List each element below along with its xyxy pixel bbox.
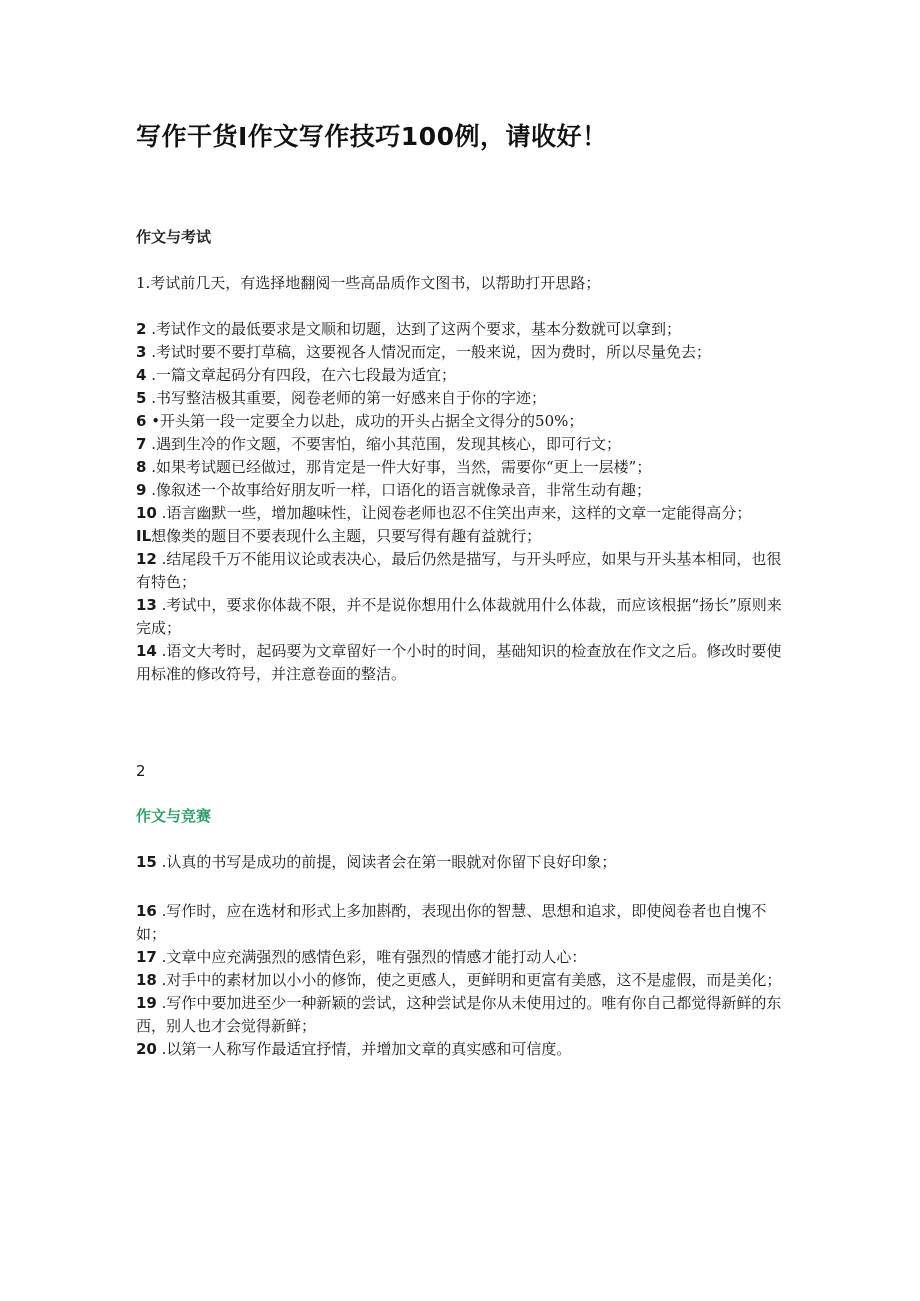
list-item: 19 .写作中要加进至少一种新颖的尝试，这种尝试是你从未使用过的。唯有你自己都觉得新鲜的东西，别人也才会觉得新鲜； <box>136 994 782 1035</box>
list-item: 2 .考试作文的最低要求是文顺和切题，达到了这两个要求，基本分数就可以拿到； <box>136 320 681 338</box>
list-item: 10 .语言幽默一些，增加趣味性，让阅卷老师也忍不住笑出声来，这样的文章一定能得高分； <box>136 504 752 522</box>
page-title: 写作干货I作文写作技巧100例，请收好！ <box>136 122 608 151</box>
section-heading-exam: 作文与考试 <box>136 228 212 246</box>
tip-item-15: 15 .认真的书写是成功的前提，阅读者会在第一眼就对你留下良好印象； <box>136 853 617 871</box>
list-item: IL想像类的题目不要表现什么主题，只要写得有趣有益就行； <box>136 527 542 545</box>
list-item: 8 .如果考试题已经做过，那肯定是一件大好事，当然，需要你“更上一层楼”； <box>136 458 652 476</box>
section-heading-contest: 作文与竞赛 <box>136 807 212 825</box>
list-item: 14 .语文大考时，起码要为文章留好一个小时的时间，基础知识的检查放在作文之后。修改时要使用标准的修改符号，并注意卷面的整洁。 <box>136 642 782 683</box>
list-item: 6 •开头第一段一定要全力以赴，成功的开头占据全文得分的50%； <box>136 412 584 430</box>
list-item: 18 .对手中的素材加以小小的修饰，使之更感人，更鲜明和更富有美感，这不是虚假，而是美化； <box>136 971 782 989</box>
list-item: 12 .结尾段千万不能用议论或表决心，最后仍然是描写，与开头呼应，如果与开头基本相同，也很有特色； <box>136 550 782 591</box>
section-separator: 2 <box>136 762 146 780</box>
list-item: 5 .书写整洁极其重要，阅卷老师的第一好感来自于你的字迹； <box>136 389 546 407</box>
list-item: 9 .像叙述一个故事给好朋友听一样，口语化的语言就像录音，非常生动有趣； <box>136 481 651 499</box>
list-item: 4 .一篇文章起码分有四段，在六七段最为适宜； <box>136 366 456 384</box>
list-item: 17 .文章中应充满强烈的感情色彩，唯有强烈的情感才能打动人心： <box>136 948 587 966</box>
list-item: 20 .以第一人称写作最适宜抒情，并增加文章的真实感和可信度。 <box>136 1040 572 1058</box>
list-item: 7 .遇到生冷的作文题，不要害怕，缩小其范围，发现其核心，即可行文； <box>136 435 621 453</box>
list-item: 16 .写作时，应在选材和形式上多加斟酌，表现出你的智慧、思想和追求，即使阅卷者也自愧不如； <box>136 902 767 943</box>
tip-item-1: 1.考试前几天，有选择地翻阅一些高品质作文图书，以帮助打开思路； <box>136 274 601 292</box>
tip-list-exam <box>136 318 796 686</box>
list-item: 13 .考试中，要求你体裁不限，并不是说你想用什么体裁就用什么体裁，而应该根据“扬长”原则来完成； <box>136 596 782 637</box>
list-item: 3 .考试时要不要打草稿，这要视各人情况而定，一般来说，因为费时，所以尽量免去； <box>136 343 711 361</box>
tip-list-contest <box>136 900 796 1061</box>
